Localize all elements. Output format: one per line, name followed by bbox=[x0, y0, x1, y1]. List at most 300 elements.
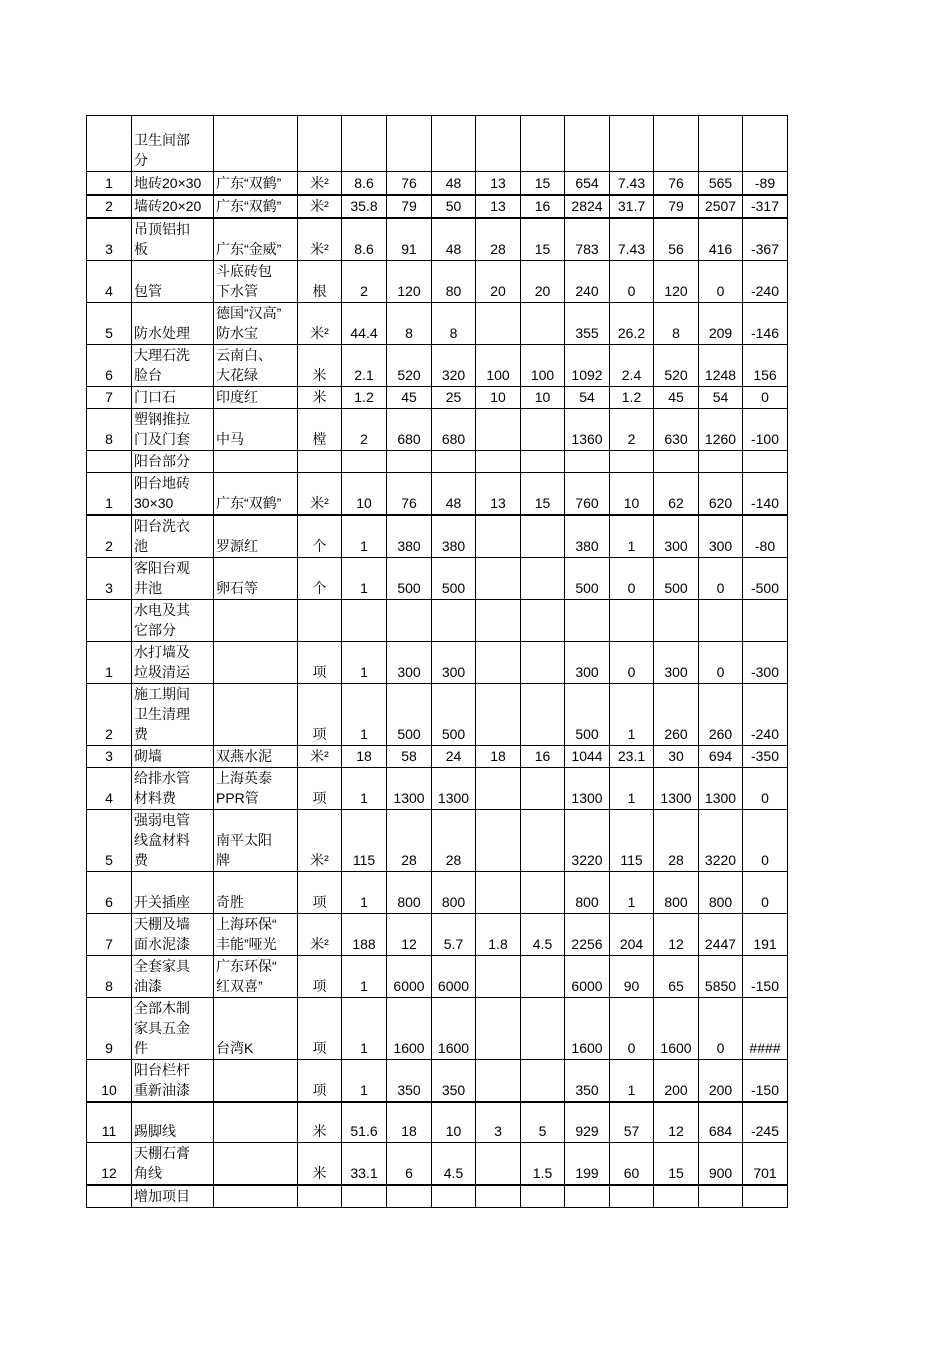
misc-price-cell: 16 bbox=[521, 195, 565, 218]
quantity-cell bbox=[342, 450, 387, 472]
row-number-cell: 3 bbox=[87, 218, 132, 261]
brand-material-cell: 台湾K bbox=[214, 997, 298, 1059]
difference-cell: -317 bbox=[743, 195, 788, 218]
table-row bbox=[87, 408, 788, 450]
difference-cell: -350 bbox=[743, 745, 788, 767]
quantity-cell: 2 bbox=[342, 408, 387, 450]
brand-material-cell bbox=[214, 450, 298, 472]
row-number-cell bbox=[87, 450, 132, 472]
unit-cell: 米² bbox=[298, 172, 342, 195]
table-row bbox=[87, 1102, 788, 1143]
unit-cell: 项 bbox=[298, 997, 342, 1059]
row-number-cell: 1 bbox=[87, 172, 132, 195]
total-cell: 500 bbox=[565, 683, 610, 745]
row-number-cell: 5 bbox=[87, 302, 132, 344]
material-price-cell: 320 bbox=[432, 344, 476, 386]
unit-price-cell: 500 bbox=[387, 683, 432, 745]
material-price-cell: 1300 bbox=[432, 767, 476, 809]
difference-cell: #### bbox=[743, 997, 788, 1059]
labor-price-cell bbox=[476, 809, 521, 871]
brand-material-cell: 广东“双鹤” bbox=[214, 472, 298, 515]
difference-cell: 191 bbox=[743, 913, 788, 955]
actual-quantity-cell: 7.43 bbox=[610, 218, 654, 261]
actual-quantity-cell: 10 bbox=[610, 472, 654, 515]
difference-cell: 0 bbox=[743, 386, 788, 408]
item-name-cell: 阳台地砖 30×30 bbox=[132, 472, 214, 515]
item-name-cell: 吊顶铝扣 板 bbox=[132, 218, 214, 261]
quantity-cell: 1 bbox=[342, 871, 387, 913]
unit-cell: 项 bbox=[298, 955, 342, 997]
brand-material-cell: 广东环保“ 红双喜” bbox=[214, 955, 298, 997]
unit-price-cell: 1600 bbox=[387, 997, 432, 1059]
unit-cell: 项 bbox=[298, 871, 342, 913]
row-number-cell: 8 bbox=[87, 955, 132, 997]
material-price-cell bbox=[432, 599, 476, 641]
difference-cell: 0 bbox=[743, 767, 788, 809]
material-price-cell: 48 bbox=[432, 172, 476, 195]
misc-price-cell bbox=[521, 1185, 565, 1208]
brand-material-cell: 广东“金威” bbox=[214, 218, 298, 261]
row-number-cell: 2 bbox=[87, 195, 132, 218]
item-name-cell: 砌墙 bbox=[132, 745, 214, 767]
total-cell: 199 bbox=[565, 1143, 610, 1186]
unit-cell: 米² bbox=[298, 472, 342, 515]
actual-quantity-cell: 2 bbox=[610, 408, 654, 450]
unit-cell: 项 bbox=[298, 767, 342, 809]
unit-cell bbox=[298, 599, 342, 641]
item-name-cell: 大理石洗 脸台 bbox=[132, 344, 214, 386]
unit-cell: 个 bbox=[298, 557, 342, 599]
unit-cell: 米 bbox=[298, 1143, 342, 1186]
total-cell: 6000 bbox=[565, 955, 610, 997]
total-cell: 300 bbox=[565, 641, 610, 683]
difference-cell: 701 bbox=[743, 1143, 788, 1186]
difference-cell: -100 bbox=[743, 408, 788, 450]
actual-quantity-cell: 1 bbox=[610, 871, 654, 913]
actual-total-cell: 694 bbox=[699, 745, 743, 767]
quantity-cell: 1 bbox=[342, 683, 387, 745]
misc-price-cell bbox=[521, 871, 565, 913]
material-price-cell: 28 bbox=[432, 809, 476, 871]
unit-price-cell: 28 bbox=[387, 809, 432, 871]
table-row bbox=[87, 809, 788, 871]
unit-price-cell: 520 bbox=[387, 344, 432, 386]
actual-price-cell: 630 bbox=[654, 408, 699, 450]
unit-price-cell: 91 bbox=[387, 218, 432, 261]
actual-total-cell bbox=[699, 1185, 743, 1208]
unit-price-cell: 680 bbox=[387, 408, 432, 450]
item-name-cell: 全部木制 家具五金 件 bbox=[132, 997, 214, 1059]
actual-price-cell: 300 bbox=[654, 515, 699, 558]
difference-cell: 0 bbox=[743, 809, 788, 871]
unit-price-cell bbox=[387, 1185, 432, 1208]
misc-price-cell bbox=[521, 557, 565, 599]
table-row bbox=[87, 557, 788, 599]
quantity-cell: 1 bbox=[342, 557, 387, 599]
misc-price-cell: 100 bbox=[521, 344, 565, 386]
total-cell: 3220 bbox=[565, 809, 610, 871]
quantity-cell: 1 bbox=[342, 997, 387, 1059]
quantity-cell: 2 bbox=[342, 260, 387, 302]
actual-quantity-cell: 2.4 bbox=[610, 344, 654, 386]
unit-cell bbox=[298, 116, 342, 172]
item-name-cell: 客阳台观 井池 bbox=[132, 557, 214, 599]
actual-total-cell: 620 bbox=[699, 472, 743, 515]
brand-material-cell bbox=[214, 1102, 298, 1143]
brand-material-cell bbox=[214, 599, 298, 641]
labor-price-cell: 18 bbox=[476, 745, 521, 767]
actual-quantity-cell: 90 bbox=[610, 955, 654, 997]
labor-price-cell bbox=[476, 955, 521, 997]
actual-quantity-cell: 204 bbox=[610, 913, 654, 955]
labor-price-cell bbox=[476, 871, 521, 913]
total-cell: 500 bbox=[565, 557, 610, 599]
brand-material-cell: 上海环保“ 丰能”哑光 bbox=[214, 913, 298, 955]
labor-price-cell bbox=[476, 1059, 521, 1102]
material-price-cell: 500 bbox=[432, 683, 476, 745]
brand-material-cell bbox=[214, 683, 298, 745]
actual-price-cell: 120 bbox=[654, 260, 699, 302]
quantity-cell: 1 bbox=[342, 955, 387, 997]
actual-quantity-cell: 1 bbox=[610, 683, 654, 745]
quantity-cell: 1.2 bbox=[342, 386, 387, 408]
item-name-cell: 墙砖20×20 bbox=[132, 195, 214, 218]
actual-total-cell: 565 bbox=[699, 172, 743, 195]
actual-price-cell: 520 bbox=[654, 344, 699, 386]
unit-price-cell: 380 bbox=[387, 515, 432, 558]
material-price-cell: 500 bbox=[432, 557, 476, 599]
row-number-cell bbox=[87, 116, 132, 172]
quantity-cell: 188 bbox=[342, 913, 387, 955]
unit-price-cell: 45 bbox=[387, 386, 432, 408]
actual-total-cell: 0 bbox=[699, 997, 743, 1059]
actual-price-cell: 500 bbox=[654, 557, 699, 599]
actual-price-cell: 200 bbox=[654, 1059, 699, 1102]
item-name-cell: 踢脚线 bbox=[132, 1102, 214, 1143]
unit-cell: 米² bbox=[298, 745, 342, 767]
actual-price-cell: 1300 bbox=[654, 767, 699, 809]
unit-cell: 米² bbox=[298, 302, 342, 344]
actual-total-cell: 416 bbox=[699, 218, 743, 261]
actual-quantity-cell: 57 bbox=[610, 1102, 654, 1143]
difference-cell: -240 bbox=[743, 683, 788, 745]
actual-total-cell: 0 bbox=[699, 557, 743, 599]
item-name-cell: 阳台部分 bbox=[132, 450, 214, 472]
table-row bbox=[87, 745, 788, 767]
difference-cell: -300 bbox=[743, 641, 788, 683]
labor-price-cell bbox=[476, 767, 521, 809]
unit-price-cell: 18 bbox=[387, 1102, 432, 1143]
labor-price-cell bbox=[476, 515, 521, 558]
row-number-cell: 2 bbox=[87, 515, 132, 558]
quantity-cell: 8.6 bbox=[342, 172, 387, 195]
quantity-cell: 1 bbox=[342, 515, 387, 558]
item-name-cell: 开关插座 bbox=[132, 871, 214, 913]
unit-cell: 项 bbox=[298, 683, 342, 745]
misc-price-cell bbox=[521, 408, 565, 450]
actual-quantity-cell: 1 bbox=[610, 767, 654, 809]
unit-price-cell: 500 bbox=[387, 557, 432, 599]
total-cell: 1300 bbox=[565, 767, 610, 809]
row-number-cell: 3 bbox=[87, 745, 132, 767]
actual-price-cell: 300 bbox=[654, 641, 699, 683]
actual-quantity-cell bbox=[610, 599, 654, 641]
table-row bbox=[87, 641, 788, 683]
unit-cell bbox=[298, 1185, 342, 1208]
unit-price-cell: 6 bbox=[387, 1143, 432, 1186]
total-cell bbox=[565, 1185, 610, 1208]
misc-price-cell: 10 bbox=[521, 386, 565, 408]
difference-cell bbox=[743, 1185, 788, 1208]
unit-cell: 米² bbox=[298, 913, 342, 955]
table-row bbox=[87, 1143, 788, 1186]
material-price-cell: 300 bbox=[432, 641, 476, 683]
difference-cell: -240 bbox=[743, 260, 788, 302]
table-row bbox=[87, 450, 788, 472]
unit-price-cell: 12 bbox=[387, 913, 432, 955]
item-name-cell: 防水处理 bbox=[132, 302, 214, 344]
row-number-cell: 4 bbox=[87, 260, 132, 302]
material-price-cell: 8 bbox=[432, 302, 476, 344]
material-price-cell: 4.5 bbox=[432, 1143, 476, 1186]
actual-price-cell: 260 bbox=[654, 683, 699, 745]
row-number-cell bbox=[87, 1185, 132, 1208]
brand-material-cell: 罗源红 bbox=[214, 515, 298, 558]
quantity-cell: 35.8 bbox=[342, 195, 387, 218]
labor-price-cell bbox=[476, 683, 521, 745]
difference-cell: -140 bbox=[743, 472, 788, 515]
row-number-cell: 6 bbox=[87, 871, 132, 913]
item-name-cell: 强弱电管 线盒材料 费 bbox=[132, 809, 214, 871]
brand-material-cell: 印度红 bbox=[214, 386, 298, 408]
row-number-cell: 1 bbox=[87, 472, 132, 515]
difference-cell: -80 bbox=[743, 515, 788, 558]
labor-price-cell bbox=[476, 557, 521, 599]
actual-quantity-cell: 0 bbox=[610, 557, 654, 599]
material-price-cell bbox=[432, 1185, 476, 1208]
quantity-cell: 51.6 bbox=[342, 1102, 387, 1143]
misc-price-cell: 16 bbox=[521, 745, 565, 767]
item-name-cell: 卫生间部 分 bbox=[132, 116, 214, 172]
table-row bbox=[87, 260, 788, 302]
item-name-cell: 阳台洗衣 池 bbox=[132, 515, 214, 558]
total-cell: 1044 bbox=[565, 745, 610, 767]
actual-quantity-cell: 23.1 bbox=[610, 745, 654, 767]
brand-material-cell: 双燕水泥 bbox=[214, 745, 298, 767]
labor-price-cell bbox=[476, 641, 521, 683]
misc-price-cell: 5 bbox=[521, 1102, 565, 1143]
budget-table bbox=[86, 115, 788, 1208]
misc-price-cell: 20 bbox=[521, 260, 565, 302]
misc-price-cell bbox=[521, 683, 565, 745]
actual-price-cell: 76 bbox=[654, 172, 699, 195]
table-row bbox=[87, 1185, 788, 1208]
material-price-cell: 800 bbox=[432, 871, 476, 913]
misc-price-cell bbox=[521, 450, 565, 472]
brand-material-cell bbox=[214, 641, 298, 683]
material-price-cell: 24 bbox=[432, 745, 476, 767]
table-row bbox=[87, 871, 788, 913]
unit-price-cell: 120 bbox=[387, 260, 432, 302]
labor-price-cell: 13 bbox=[476, 172, 521, 195]
table-row bbox=[87, 195, 788, 218]
misc-price-cell bbox=[521, 809, 565, 871]
brand-material-cell: 中马 bbox=[214, 408, 298, 450]
quantity-cell bbox=[342, 1185, 387, 1208]
unit-cell: 米² bbox=[298, 809, 342, 871]
actual-total-cell bbox=[699, 116, 743, 172]
actual-total-cell: 2507 bbox=[699, 195, 743, 218]
table-row bbox=[87, 116, 788, 172]
actual-price-cell: 12 bbox=[654, 913, 699, 955]
item-name-cell: 增加项目 bbox=[132, 1185, 214, 1208]
labor-price-cell: 3 bbox=[476, 1102, 521, 1143]
total-cell bbox=[565, 116, 610, 172]
quantity-cell: 18 bbox=[342, 745, 387, 767]
table-row bbox=[87, 1059, 788, 1102]
table-row bbox=[87, 472, 788, 515]
item-name-cell: 包管 bbox=[132, 260, 214, 302]
labor-price-cell bbox=[476, 599, 521, 641]
actual-price-cell bbox=[654, 599, 699, 641]
table-row bbox=[87, 386, 788, 408]
misc-price-cell bbox=[521, 955, 565, 997]
actual-price-cell: 12 bbox=[654, 1102, 699, 1143]
brand-material-cell: 德国“汉高” 防水宝 bbox=[214, 302, 298, 344]
misc-price-cell bbox=[521, 767, 565, 809]
material-price-cell bbox=[432, 450, 476, 472]
row-number-cell: 6 bbox=[87, 344, 132, 386]
row-number-cell bbox=[87, 599, 132, 641]
brand-material-cell bbox=[214, 1059, 298, 1102]
total-cell bbox=[565, 599, 610, 641]
unit-price-cell bbox=[387, 116, 432, 172]
labor-price-cell: 20 bbox=[476, 260, 521, 302]
table-row bbox=[87, 955, 788, 997]
actual-price-cell: 65 bbox=[654, 955, 699, 997]
row-number-cell: 10 bbox=[87, 1059, 132, 1102]
labor-price-cell bbox=[476, 116, 521, 172]
total-cell: 1600 bbox=[565, 997, 610, 1059]
actual-price-cell: 30 bbox=[654, 745, 699, 767]
table-row bbox=[87, 515, 788, 558]
actual-quantity-cell bbox=[610, 450, 654, 472]
total-cell bbox=[565, 450, 610, 472]
actual-total-cell: 200 bbox=[699, 1059, 743, 1102]
total-cell: 1360 bbox=[565, 408, 610, 450]
actual-quantity-cell: 115 bbox=[610, 809, 654, 871]
table-row bbox=[87, 302, 788, 344]
item-name-cell: 地砖20×30 bbox=[132, 172, 214, 195]
misc-price-cell bbox=[521, 641, 565, 683]
unit-cell: 项 bbox=[298, 641, 342, 683]
row-number-cell: 4 bbox=[87, 767, 132, 809]
actual-quantity-cell: 0 bbox=[610, 641, 654, 683]
material-price-cell: 350 bbox=[432, 1059, 476, 1102]
labor-price-cell: 28 bbox=[476, 218, 521, 261]
misc-price-cell bbox=[521, 116, 565, 172]
item-name-cell: 水电及其 它部分 bbox=[132, 599, 214, 641]
unit-price-cell: 800 bbox=[387, 871, 432, 913]
labor-price-cell: 1.8 bbox=[476, 913, 521, 955]
actual-total-cell: 3220 bbox=[699, 809, 743, 871]
unit-cell: 米 bbox=[298, 344, 342, 386]
total-cell: 800 bbox=[565, 871, 610, 913]
actual-quantity-cell: 26.2 bbox=[610, 302, 654, 344]
misc-price-cell: 1.5 bbox=[521, 1143, 565, 1186]
item-name-cell: 天棚石膏 角线 bbox=[132, 1143, 214, 1186]
difference-cell bbox=[743, 599, 788, 641]
table-row bbox=[87, 172, 788, 195]
row-number-cell: 2 bbox=[87, 683, 132, 745]
row-number-cell: 9 bbox=[87, 997, 132, 1059]
row-number-cell: 3 bbox=[87, 557, 132, 599]
actual-total-cell: 1248 bbox=[699, 344, 743, 386]
unit-price-cell: 76 bbox=[387, 172, 432, 195]
actual-price-cell bbox=[654, 1185, 699, 1208]
actual-quantity-cell: 60 bbox=[610, 1143, 654, 1186]
quantity-cell: 44.4 bbox=[342, 302, 387, 344]
difference-cell: -150 bbox=[743, 1059, 788, 1102]
misc-price-cell bbox=[521, 599, 565, 641]
item-name-cell: 全套家具 油漆 bbox=[132, 955, 214, 997]
material-price-cell: 680 bbox=[432, 408, 476, 450]
material-price-cell: 25 bbox=[432, 386, 476, 408]
actual-quantity-cell: 1 bbox=[610, 515, 654, 558]
misc-price-cell: 15 bbox=[521, 472, 565, 515]
actual-price-cell: 79 bbox=[654, 195, 699, 218]
row-number-cell: 7 bbox=[87, 386, 132, 408]
total-cell: 350 bbox=[565, 1059, 610, 1102]
actual-total-cell bbox=[699, 450, 743, 472]
table-row bbox=[87, 344, 788, 386]
actual-price-cell: 8 bbox=[654, 302, 699, 344]
item-name-cell: 施工期间 卫生清理 费 bbox=[132, 683, 214, 745]
brand-material-cell: 广东“双鹤” bbox=[214, 195, 298, 218]
material-price-cell: 80 bbox=[432, 260, 476, 302]
unit-price-cell: 76 bbox=[387, 472, 432, 515]
quantity-cell: 10 bbox=[342, 472, 387, 515]
misc-price-cell: 4.5 bbox=[521, 913, 565, 955]
row-number-cell: 5 bbox=[87, 809, 132, 871]
total-cell: 240 bbox=[565, 260, 610, 302]
difference-cell bbox=[743, 450, 788, 472]
difference-cell: 0 bbox=[743, 871, 788, 913]
quantity-cell: 1 bbox=[342, 767, 387, 809]
row-number-cell: 12 bbox=[87, 1143, 132, 1186]
actual-total-cell: 54 bbox=[699, 386, 743, 408]
quantity-cell: 1 bbox=[342, 641, 387, 683]
misc-price-cell bbox=[521, 1059, 565, 1102]
actual-total-cell: 1300 bbox=[699, 767, 743, 809]
table-row bbox=[87, 997, 788, 1059]
labor-price-cell: 100 bbox=[476, 344, 521, 386]
quantity-cell bbox=[342, 116, 387, 172]
actual-price-cell: 800 bbox=[654, 871, 699, 913]
actual-total-cell: 1260 bbox=[699, 408, 743, 450]
labor-price-cell bbox=[476, 450, 521, 472]
unit-price-cell: 350 bbox=[387, 1059, 432, 1102]
difference-cell: -146 bbox=[743, 302, 788, 344]
actual-quantity-cell bbox=[610, 116, 654, 172]
material-price-cell: 6000 bbox=[432, 955, 476, 997]
actual-quantity-cell: 31.7 bbox=[610, 195, 654, 218]
total-cell: 929 bbox=[565, 1102, 610, 1143]
unit-cell: 樘 bbox=[298, 408, 342, 450]
quantity-cell: 33.1 bbox=[342, 1143, 387, 1186]
misc-price-cell bbox=[521, 515, 565, 558]
unit-cell: 项 bbox=[298, 1059, 342, 1102]
